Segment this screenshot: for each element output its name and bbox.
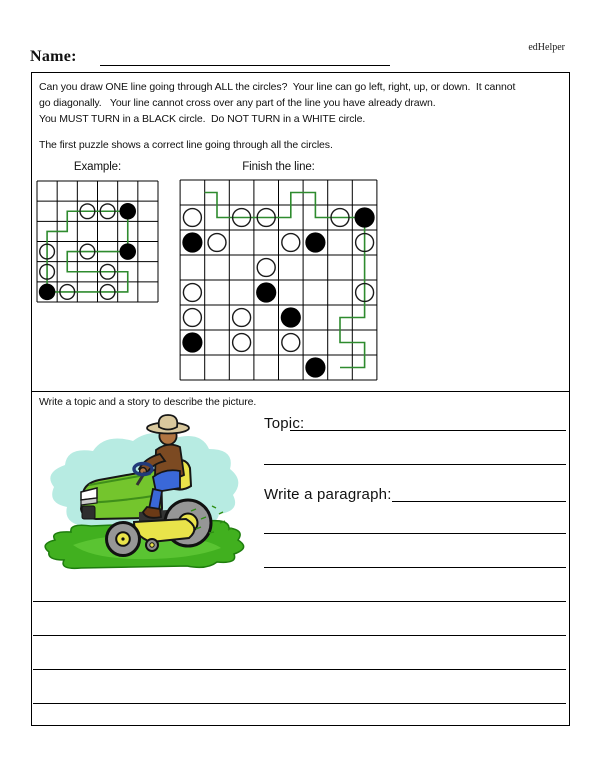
writing-line-2 — [33, 635, 566, 636]
name-label: Name: — [30, 48, 77, 65]
example-puzzle-grid — [36, 180, 159, 303]
instructions-line-1: Can you draw ONE line going through ALL the circles? Your line can go left, right, up, or down. It cannot — [39, 81, 516, 93]
writing-line-4 — [33, 703, 566, 704]
instructions-line-3: You MUST TURN in a BLACK circle. Do NOT TURN in a WHITE circle. — [39, 113, 366, 125]
finish-puzzle-grid[interactable] — [179, 179, 378, 381]
paragraph-label: Write a paragraph: — [264, 486, 392, 503]
story-prompt: Write a topic and a story to describe the picture. — [39, 396, 257, 408]
edhelper-logo: edHelper — [528, 42, 565, 53]
section-divider — [32, 391, 569, 392]
finish-grid-label: Finish the line: — [242, 161, 315, 173]
example-grid-label: Example: — [73, 161, 122, 173]
topic-extra-line — [264, 464, 566, 465]
paragraph-blank-line-3 — [264, 567, 566, 568]
instructions-intro: The first puzzle shows a correct line going through all the circles. — [39, 139, 333, 151]
instructions-line-2: go diagonally. Your line cannot cross over any part of the line you have already drawn. — [39, 97, 436, 109]
worksheet-main-box — [31, 72, 570, 726]
writing-line-1 — [33, 601, 566, 602]
name-blank-line — [100, 65, 390, 66]
topic-label: Topic: — [264, 415, 305, 432]
writing-line-3 — [33, 669, 566, 670]
topic-blank-line — [290, 430, 566, 431]
paragraph-blank-line-2 — [264, 533, 566, 534]
paragraph-blank-line-1 — [392, 501, 566, 502]
lawn-mower-picture — [39, 411, 249, 576]
